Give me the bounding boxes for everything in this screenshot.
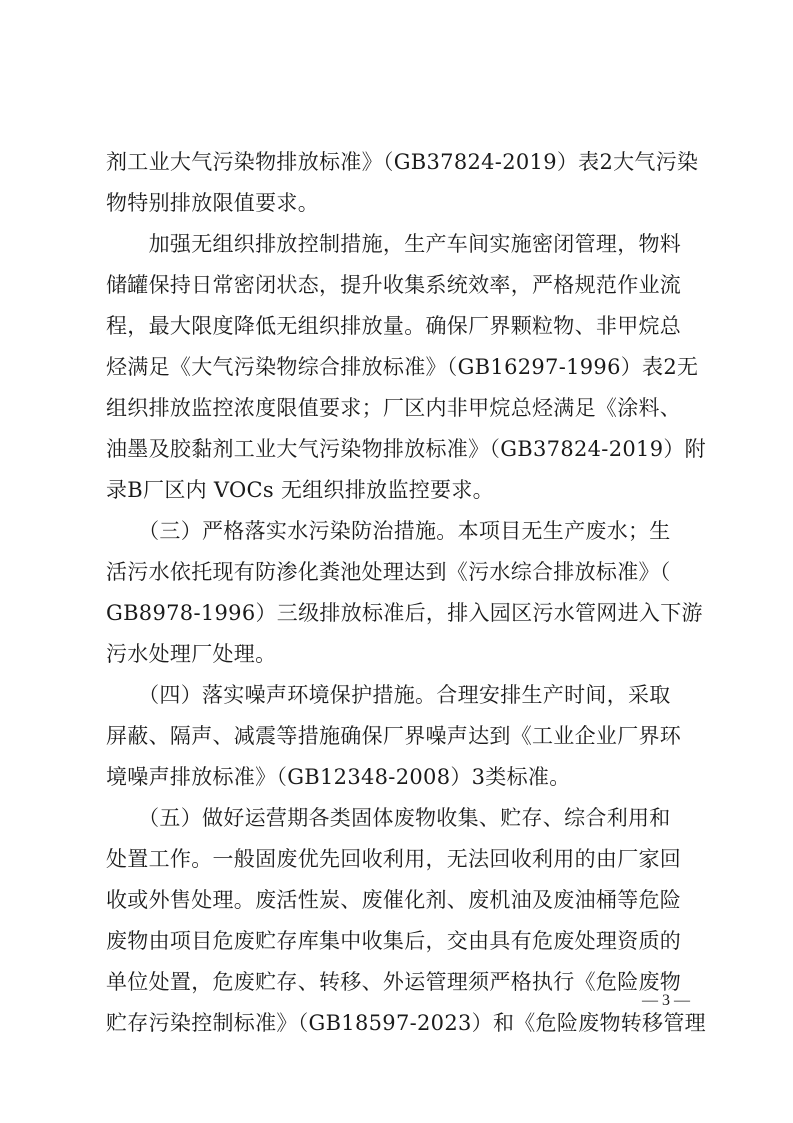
text-line: 加强无组织排放控制措施，生产车间实施密闭管理，物料 — [106, 232, 682, 256]
paragraph-5 — [106, 798, 706, 1044]
text-line: 烃满足《大气污染物综合排放标准》（GB16297-1996）表2无 — [106, 355, 699, 379]
text-line: 物特别排放限值要求。 — [106, 191, 319, 215]
document-body — [106, 142, 706, 1044]
text-line: 储罐保持日常密闭状态，提升收集系统效率，严格规范作业流 — [106, 273, 682, 297]
text-line: GB8978-1996）三级排放标准后，排入园区污水管网进入下游 — [106, 601, 703, 625]
page-number: — 3 — — [642, 992, 690, 1009]
paragraph-1 — [106, 142, 699, 224]
text-line: 活污水依托现有防渗化粪池处理达到《污水综合排放标准》（ — [106, 560, 671, 584]
text-line: 单位处置，危废贮存、转移、外运管理须严格执行《危险废物 — [106, 970, 682, 994]
text-line: （三）严格落实水污染防治措施。本项目无生产废水；生 — [106, 519, 671, 543]
text-line: 屏蔽、隔声、减震等措施确保厂界噪声达到《工业企业厂界环 — [106, 724, 682, 748]
text-line: 程，最大限度降低无组织排放量。确保厂界颗粒物、非甲烷总 — [106, 314, 682, 338]
text-line: （五）做好运营期各类固体废物收集、贮存、综合利用和 — [106, 806, 671, 830]
text-line: 废物由项目危废贮存库集中收集后，交由具有危废处理资质的 — [106, 929, 682, 953]
paragraph-3 — [106, 511, 703, 675]
text-line: 境噪声排放标准》（GB12348-2008）3类标准。 — [106, 765, 571, 789]
text-line: 剂工业大气污染物排放标准》（GB37824-2019）表2大气污染 — [106, 150, 699, 174]
paragraph-2 — [106, 224, 706, 511]
text-line: 组织排放监控浓度限值要求；厂区内非甲烷总烃满足《涂料、 — [106, 396, 682, 420]
text-line: 收或外售处理。废活性炭、废催化剂、废机油及废油桶等危险 — [106, 888, 682, 912]
paragraph-4 — [106, 675, 694, 798]
text-line: 污水处理厂处理。 — [106, 642, 277, 666]
text-line: 录B厂区内 VOCs 无组织排放监控要求。 — [106, 478, 494, 502]
text-line: 处置工作。一般固废优先回收利用，无法回收利用的由厂家回 — [106, 847, 682, 871]
text-line: （四）落实噪声环境保护措施。合理安排生产时间，采取 — [106, 683, 671, 707]
text-line: 油墨及胶黏剂工业大气污染物排放标准》（GB37824-2019）附 — [106, 437, 706, 461]
text-line: 贮存污染控制标准》（GB18597-2023）和《危险废物转移管理 — [106, 1011, 706, 1035]
